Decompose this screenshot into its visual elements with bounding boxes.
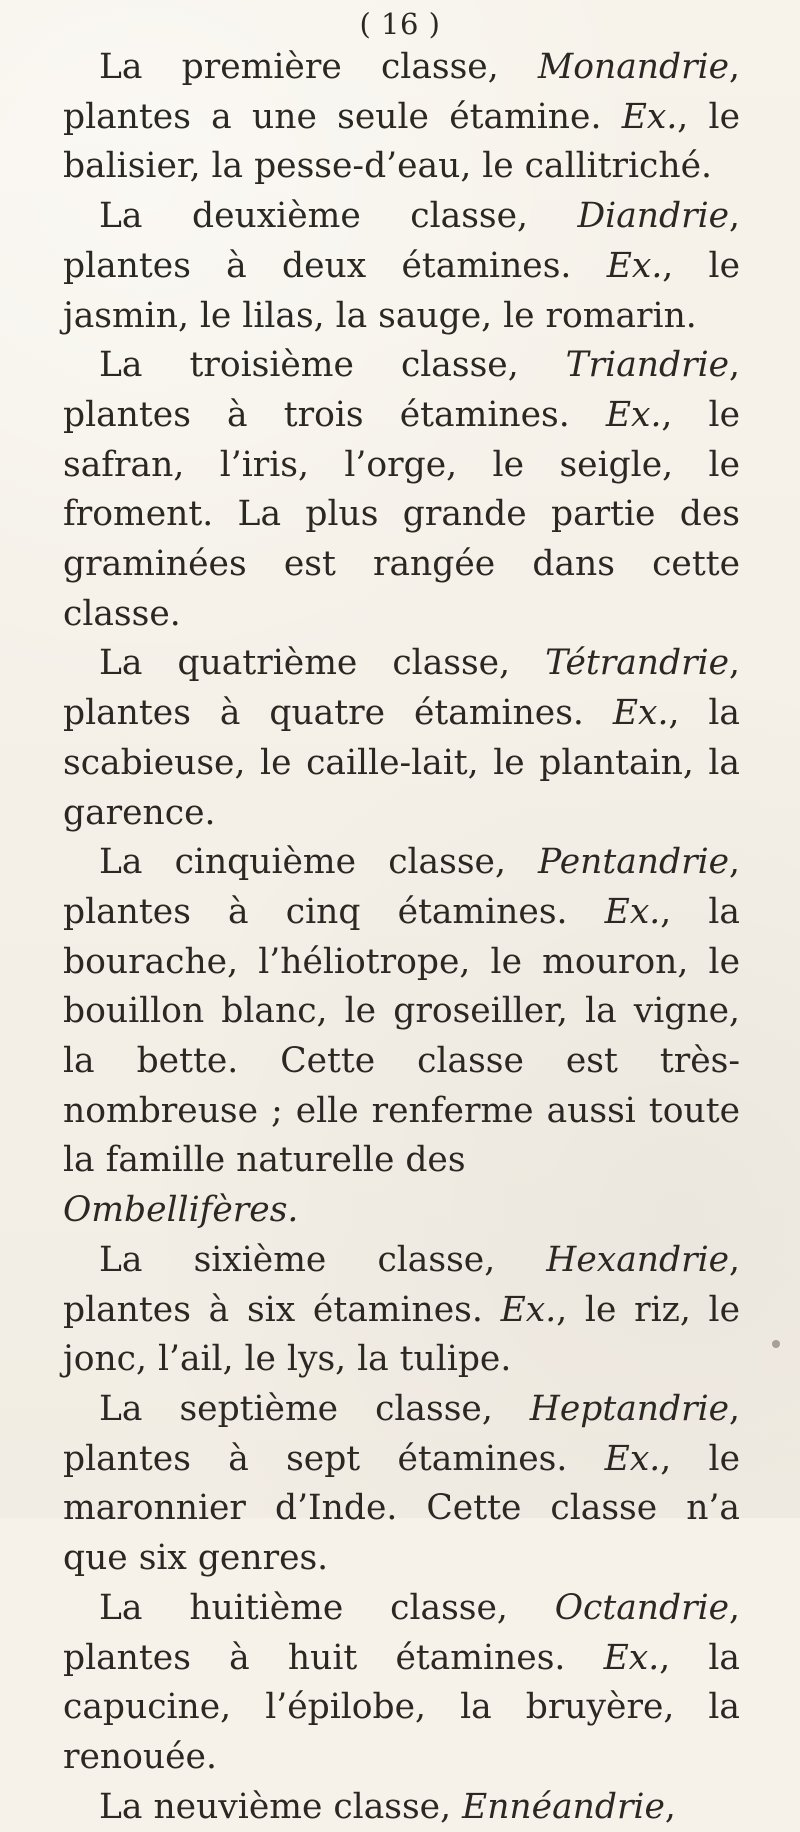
- example-list: , le balisier, la pesse-d’eau, le callitriché.: [63, 96, 740, 187]
- paragraph-monandrie: [63, 43, 740, 192]
- example-list: , le maronnier d’Inde. Cette classe n’a que six genres.: [63, 1438, 740, 1579]
- botanical-class-term: Heptandrie: [529, 1388, 730, 1429]
- paragraph-description: , plantes à trois étamines.: [63, 345, 740, 435]
- paragraph-description: , plantes à quatre étamines.: [63, 643, 740, 734]
- paragraph-prefix: La cinquième classe,: [99, 842, 539, 883]
- paragraph-prefix: La première classe,: [99, 47, 538, 87]
- paragraph-octandrie: [63, 1584, 740, 1783]
- example-marker: Ex.: [606, 245, 663, 286]
- paragraph-description: , plantes a une seule étamine.: [63, 47, 740, 137]
- example-list: , la capucine, l’épilobe, la bruyère, la renouée.: [63, 1637, 740, 1777]
- example-marker: Ex.: [621, 96, 678, 137]
- paragraph-ombelliferes: [63, 1186, 740, 1236]
- paragraph-prefix: La sixième classe,: [99, 1239, 547, 1280]
- botanical-class-term: Ennéandrie: [462, 1786, 665, 1827]
- example-marker: Ex.: [604, 1438, 661, 1479]
- example-marker: Ex.: [604, 891, 661, 932]
- paragraph-description: ,: [664, 1786, 676, 1827]
- paragraph-description: , plantes à deux étamines.: [63, 196, 740, 286]
- example-list: , le riz, le jonc, l’ail, le lys, la tulipe.: [63, 1289, 741, 1380]
- ink-smudge: [772, 1340, 780, 1348]
- paragraph-pentandrie: [63, 838, 740, 1186]
- paragraph-triandrie: [63, 341, 740, 639]
- paragraph-description: , plantes à six étamines.: [63, 1239, 740, 1330]
- example-marker: Ex.: [603, 1637, 660, 1678]
- example-list: , la bourache, l’héliotrope, le mouron, le bouillon blanc, le groseiller, la vigne, la bette. Cette classe est très-nombreuse ; elle renferme aussi toute la famille naturelle des: [63, 891, 740, 1181]
- paragraph-heptandrie: [63, 1385, 740, 1584]
- paragraph-description: , plantes à cinq étamines.: [63, 842, 740, 932]
- paragraph-prefix: La quatrième classe,: [99, 643, 546, 684]
- paragraph-prefix: La septième classe,: [99, 1388, 530, 1429]
- paragraph-description: , plantes à sept étamines.: [63, 1388, 740, 1479]
- botanical-class-term: Tétrandrie: [545, 643, 730, 684]
- paragraph-prefix: La neuvième classe,: [99, 1786, 463, 1827]
- example-marker: Ex.: [500, 1289, 557, 1330]
- paragraph-hexandrie: [63, 1236, 740, 1385]
- paragraph-prefix: La troisième classe,: [99, 345, 566, 386]
- example-marker: Ex.: [612, 693, 669, 734]
- botanical-class-term: Hexandrie: [546, 1239, 730, 1280]
- paragraph-prefix: La huitième classe,: [99, 1587, 555, 1628]
- page-number: ( 16 ): [359, 7, 441, 41]
- example-list: , le safran, l’iris, l’orge, le seigle, le froment. La plus grande partie des graminées est rangée dans cette classe.: [63, 394, 740, 634]
- paragraph-description: , plantes à huit étamines.: [63, 1587, 740, 1678]
- paragraph-diandrie: [63, 192, 740, 341]
- botanical-class-term: Diandrie: [577, 196, 730, 237]
- example-marker: Ex.: [605, 394, 662, 435]
- page-text: [63, 43, 740, 1832]
- italic-term-line: Ombellifères.: [63, 1190, 299, 1231]
- botanical-class-term: Octandrie: [554, 1587, 730, 1628]
- paragraph-prefix: La deuxième classe,: [99, 196, 578, 237]
- example-list: , le jasmin, le lilas, la sauge, le romarin.: [63, 245, 740, 336]
- example-list: , la scabieuse, le caille-lait, le plantain, la garence.: [63, 693, 740, 833]
- botanical-class-term: Triandrie: [565, 345, 730, 386]
- paragraph-tetrandrie: [63, 639, 740, 838]
- paragraph-enneandrie: [63, 1783, 740, 1832]
- botanical-class-term: Monandrie: [537, 47, 730, 87]
- botanical-class-term: Pentandrie: [538, 842, 730, 883]
